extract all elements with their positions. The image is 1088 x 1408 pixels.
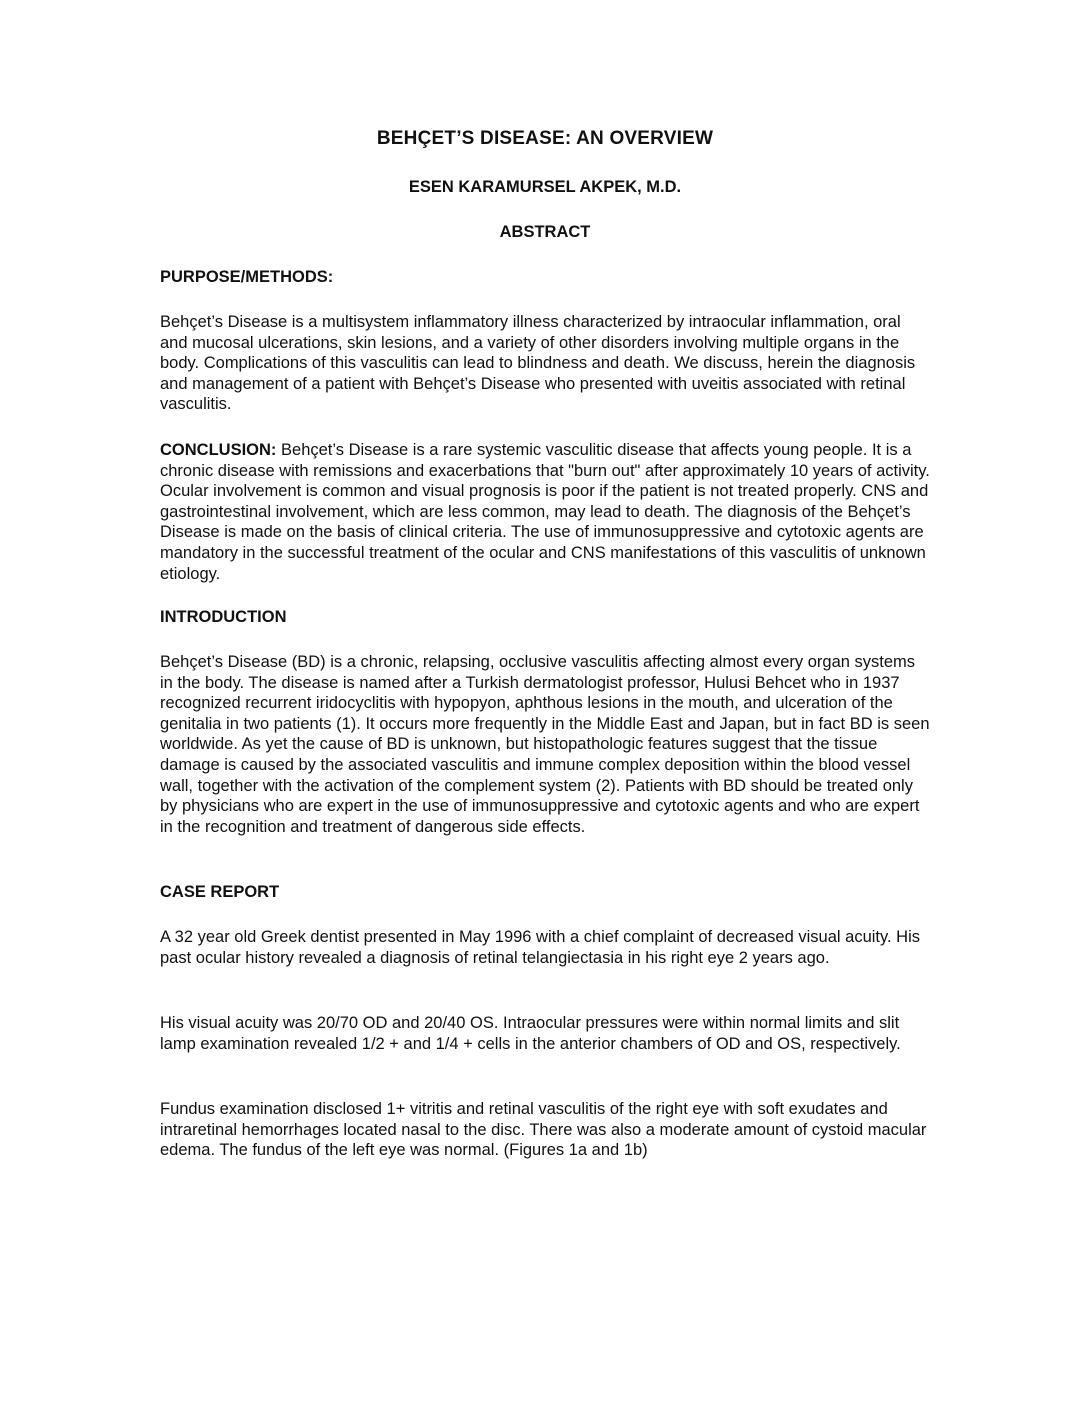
case-report-paragraph-2: His visual acuity was 20/70 OD and 20/40 OS. Intraocular pressures were within normal limits and slit lamp examination revealed 1/2 + and 1/4 + cells in the anterior chambers of OD and OS, respectively. (160, 1014, 901, 1053)
author-name: ESEN KARAMURSEL AKPEK, M.D. (408, 178, 682, 196)
conclusion-label: CONCLUSION: (160, 441, 277, 459)
purpose-paragraph: Behçet’s Disease is a multisystem inflammatory illness characterized by intraocular inflammation, oral and mucosal ulcerations, skin lesions, and a variety of other disorders involving multiple organs in the body. Complications of this vasculitis can lead to blindness and death. We discuss, herein the diagnosis and management of a patient with Behçet’s Disease who presented with uveitis associated with retinal vasculitis. (160, 313, 916, 414)
introduction-paragraph: Behçet’s Disease (BD) is a chronic, relapsing, occlusive vasculitis affecting almost every organ systems in the body. The disease is named after a Turkish dermatologist professor, Hulusi Behcet who in 1937 recognized recurrent iridocyclitis with hypopyon, aphthous lesions in the mouth, and ulceration of the genitalia in two patients (1). It occurs more frequently in the Middle East and Japan, but in fact BD is seen worldwide. As yet the cause of BD is unknown, but histopathologic features suggest that the tissue damage is caused by the associated vasculitis and immune complex deposition within the blood vessel wall, together with the activation of the complement system (2). Patients with BD should be treated only by physicians who are expert in the use of immunosuppressive and cytotoxic agents and who are expert in the recognition and treatment of dangerous side effects. (160, 653, 930, 836)
conclusion-text: Behçet’s Disease is a rare systemic vasculitic disease that affects young people. It is a chronic disease with remissions and exacerbations that "burn out" after approximately 10 years of activity. Ocular involvement is common and visual prognosis is poor if the patient is not treated properly. CNS and gastrointestinal involvement, which are less common, may lead to death. The diagnosis of the Behçet’s Disease is made on the basis of clinical criteria. The use of immunosuppressive and cytotoxic agents are mandatory in the successful treatment of the ocular and CNS manifestations of this vasculitis of unknown etiology. (160, 441, 930, 583)
case-report-paragraph-1: A 32 year old Greek dentist presented in May 1996 with a chief complaint of decreased visual acuity. His past ocular history revealed a diagnosis of retinal telangiectasia in his right eye 2 years ago. (160, 928, 921, 967)
conclusion-paragraph (160, 440, 930, 584)
case-report-paragraph-3: Fundus examination disclosed 1+ vitritis and retinal vasculitis of the right eye with soft exudates and intraretinal hemorrhages located nasal to the disc. There was also a moderate amount of cystoid macular edema. The fundus of the left eye was normal. (Figures 1a and 1b) (160, 1100, 927, 1160)
abstract-heading: ABSTRACT (499, 223, 591, 241)
introduction-heading: INTRODUCTION (160, 608, 287, 626)
purpose-heading: PURPOSE/METHODS: (160, 268, 334, 286)
case-report-heading: CASE REPORT (160, 883, 280, 901)
document-title: BEHÇET’S DISEASE: AN OVERVIEW (376, 128, 714, 149)
